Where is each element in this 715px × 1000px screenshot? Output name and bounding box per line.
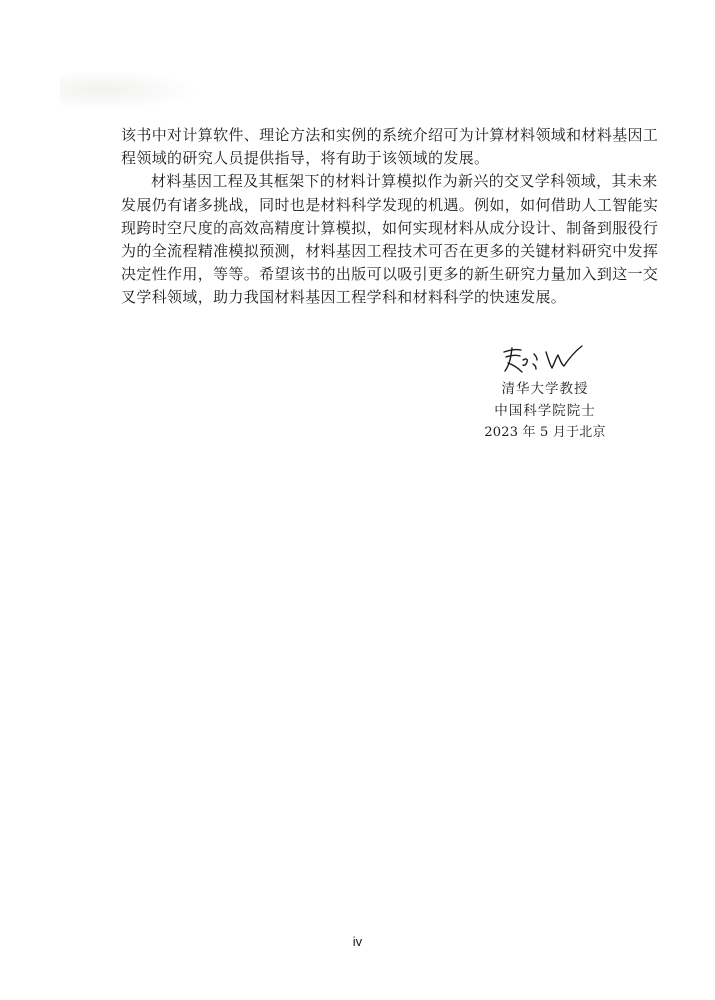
page-number: iv: [352, 934, 363, 949]
signature-title: 清华大学教授: [501, 381, 589, 397]
paragraph-2-line-2: 发展仍有诸多挑战，同时也是材料科学发现的机遇。例如，如何借助人工智能实: [121, 195, 659, 214]
signature-date-place: 2023 年 5 月于北京: [484, 425, 606, 440]
paragraph-1-line-1: 该书中对计算软件、理论方法和实例的系统介绍可为计算材料领域和材料基因工: [121, 126, 659, 144]
paragraph-2-line-4: 为的全流程精准模拟预测，材料基因工程技术可否在更多的关键材料研究中发挥: [121, 242, 659, 261]
paragraph-2-line-6: 叉学科领域，助力我国材料基因工程学科和材料科学的快速发展。: [121, 288, 567, 307]
paragraph-2-line-1: 材料基因工程及其框架下的材料计算模拟作为新兴的交叉学科领域，其未来: [151, 172, 658, 191]
paragraph-2-line-3: 现跨时空尺度的高效高精度计算模拟，如何实现材料从成分设计、制备到服役行: [121, 218, 659, 237]
paragraph-2-line-5: 决定性作用，等等。希望该书的出版可以吸引更多的新生研究力量加入到这一交: [121, 265, 659, 284]
signature-academy: 中国科学院院士: [494, 403, 596, 419]
handwritten-signature: [490, 338, 600, 378]
signature-block: [470, 338, 620, 444]
faint-watermark: [60, 70, 200, 110]
body-text: [121, 124, 659, 310]
paragraph-1-line-2: 程领域的研究人员提供指导，将有助于该领域的发展。: [121, 149, 490, 168]
